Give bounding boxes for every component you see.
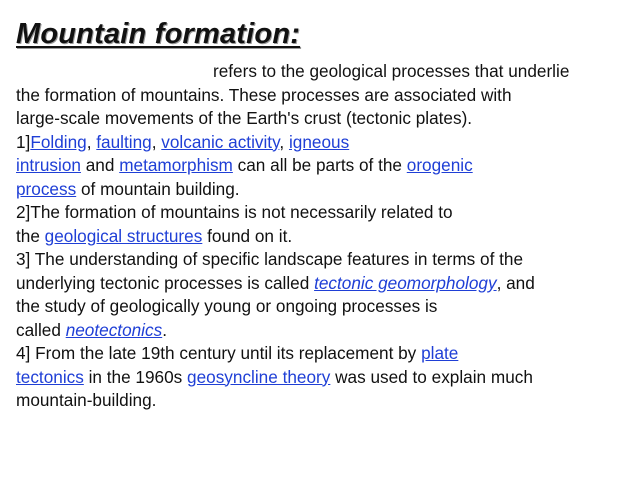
body-text: refers to the geological processes that underlie xyxy=(213,61,570,81)
body-text: can all be parts of the xyxy=(232,155,407,175)
body-text: , xyxy=(86,131,97,152)
text-line xyxy=(16,201,628,225)
body-text: of mountain building. xyxy=(76,178,240,199)
body-text: 4] From the late 19th century until its replacement by xyxy=(16,343,422,363)
link-metamorphism[interactable]: metamorphism xyxy=(119,155,233,175)
text-line xyxy=(16,154,628,178)
link-igneous[interactable]: igneous xyxy=(288,131,350,152)
link-folding[interactable]: Folding xyxy=(30,131,87,152)
link-faulting[interactable]: faulting xyxy=(96,131,152,152)
body-text: the formation of mountains. These processes are associated with xyxy=(16,84,512,105)
text-line xyxy=(16,319,628,343)
text-line xyxy=(16,248,628,272)
text-line xyxy=(16,389,628,413)
slide-body xyxy=(16,60,628,413)
text-line xyxy=(16,342,628,366)
body-text: and xyxy=(80,155,120,175)
text-line xyxy=(16,131,628,155)
body-text: the xyxy=(16,225,45,246)
body-text: , xyxy=(279,131,289,152)
text-line xyxy=(16,84,628,108)
text-line xyxy=(16,272,628,296)
body-text: found on it. xyxy=(202,225,293,246)
body-text: in the 1960s xyxy=(83,366,188,387)
link-tectonic-geomorphology[interactable]: tectonic geomorphology xyxy=(314,272,497,293)
text-line xyxy=(16,60,628,84)
link-process[interactable]: process xyxy=(16,178,77,199)
body-text: , and xyxy=(496,272,535,293)
body-text: , xyxy=(151,131,162,152)
link-neotectonics[interactable]: neotectonics xyxy=(65,319,163,340)
body-text: large-scale movements of the Earth's crust (tectonic plates). xyxy=(16,108,473,128)
link-geological-structures[interactable]: geological structures xyxy=(44,225,203,246)
body-text: 2]The formation of mountains is not necessarily related to xyxy=(16,202,453,222)
body-text: 3] The understanding of specific landscape features in terms of the xyxy=(16,249,524,269)
body-text: mountain-building. xyxy=(16,390,157,410)
link-volcanic-activity[interactable]: volcanic activity xyxy=(161,131,280,152)
body-text: the study of geologically young or ongoing processes is xyxy=(16,296,438,316)
text-line xyxy=(16,178,628,202)
body-text: underlying tectonic processes is called xyxy=(16,272,315,293)
link-tectonics[interactable]: tectonics xyxy=(16,366,84,387)
body-text: was used to explain much xyxy=(330,366,533,387)
link-plate[interactable]: plate xyxy=(421,343,459,363)
text-line xyxy=(16,366,628,390)
body-text: 1] xyxy=(16,131,31,152)
text-line xyxy=(16,225,628,249)
link-orogenic[interactable]: orogenic xyxy=(406,155,473,175)
text-line xyxy=(16,295,628,319)
body-text: called xyxy=(16,319,66,340)
body-text: . xyxy=(162,319,167,340)
link-geosyncline-theory[interactable]: geosyncline theory xyxy=(187,366,331,387)
slide-title: Mountain formation: xyxy=(16,18,301,50)
text-line xyxy=(16,107,628,131)
link-intrusion[interactable]: intrusion xyxy=(16,155,81,175)
